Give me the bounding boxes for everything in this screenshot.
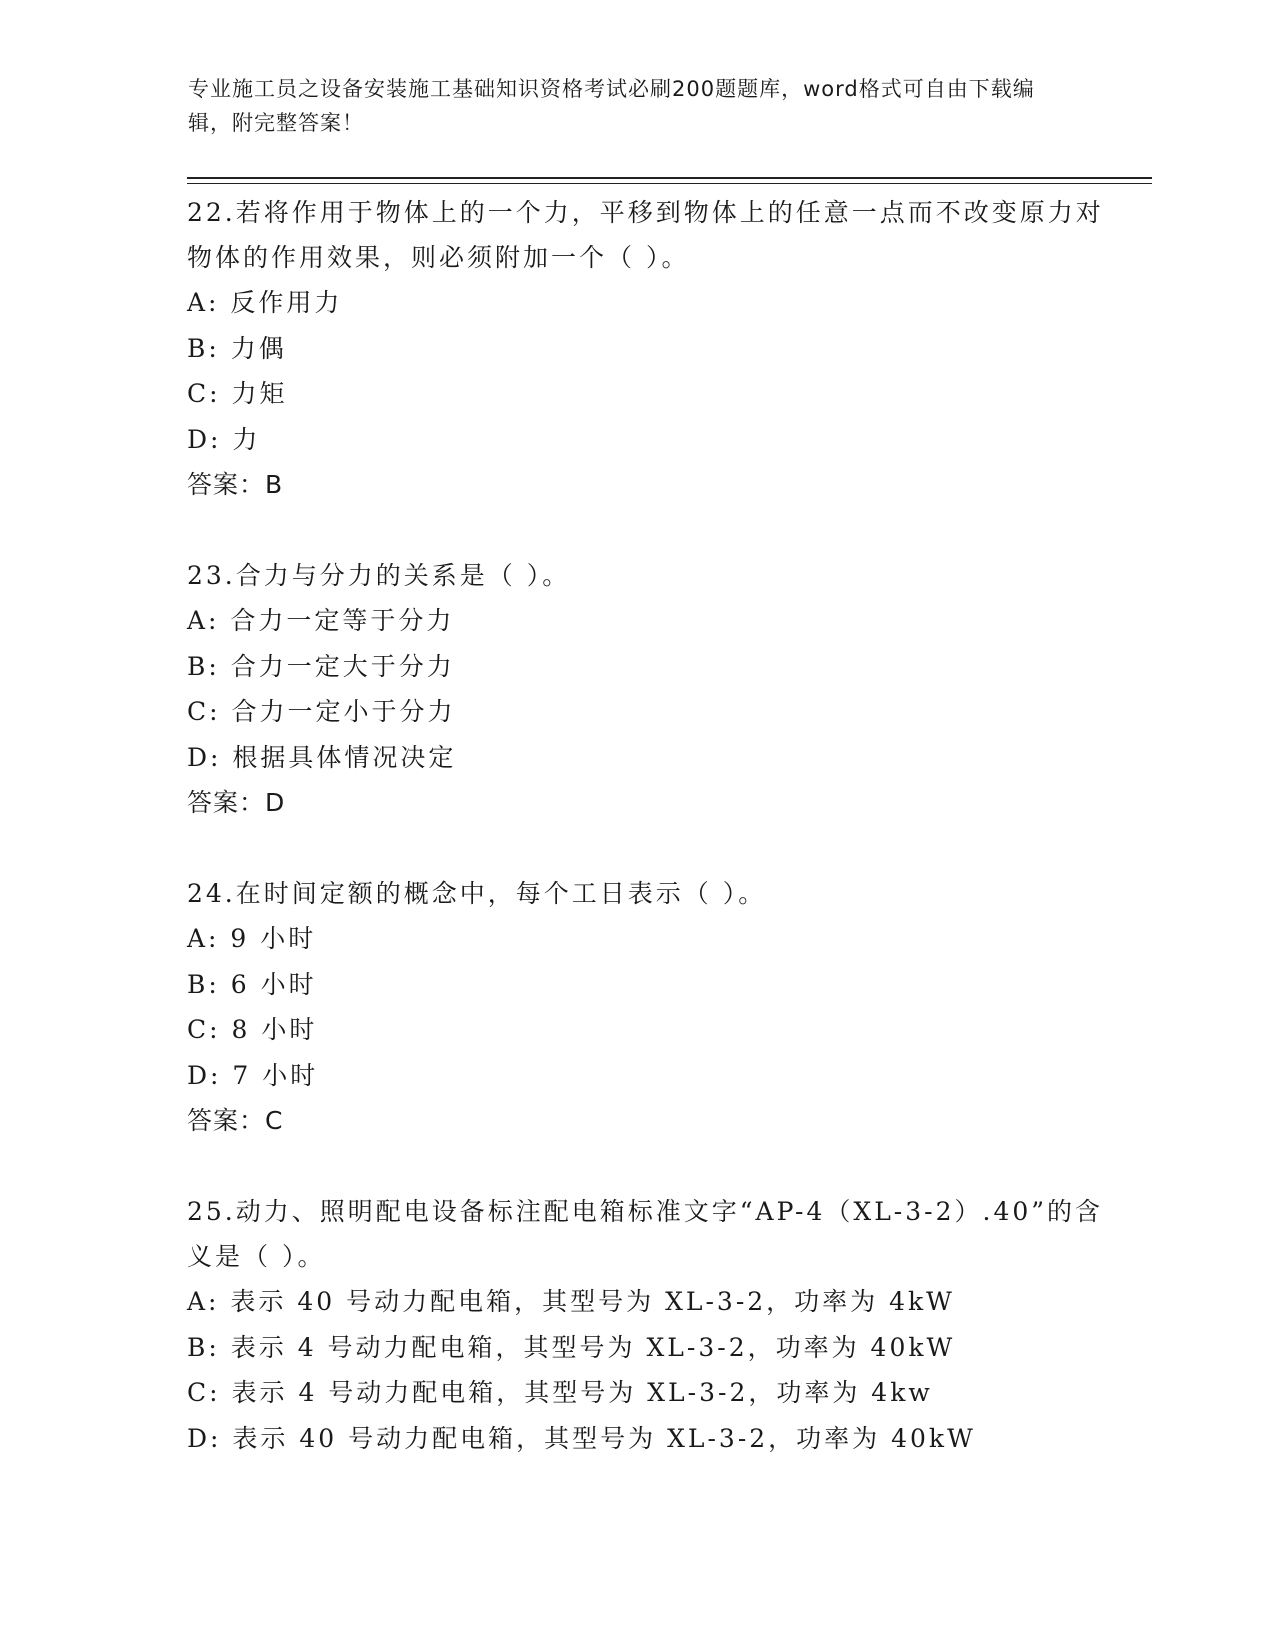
option-a: A: 反作用力 — [187, 288, 343, 317]
option-d: D: 7 小时 — [187, 1060, 319, 1090]
question-23 — [187, 553, 1117, 826]
answer-line: 答案：C — [187, 1106, 284, 1135]
option-b: B: 合力一定大于分力 — [187, 651, 455, 681]
option-c: C: 合力一定小于分力 — [187, 697, 456, 726]
option-a: A: 9 小时 — [187, 924, 317, 953]
question-stem: 25.动力、照明配电设备标注配电箱标准文字“AP-4（XL-3-2）.40”的含义是（ ）。 — [187, 1197, 1104, 1271]
question-stem: 24.在时间定额的概念中，每个工日表示（ ）。 — [187, 879, 767, 908]
option-b: B: 6 小时 — [187, 969, 317, 999]
option-a: A: 合力一定等于分力 — [187, 606, 455, 635]
answer-line: 答案：B — [187, 470, 284, 499]
question-24 — [187, 871, 1117, 1144]
option-c: C: 表示 4 号动力配电箱，其型号为 XL-3-2，功率为 4kw — [187, 1378, 933, 1407]
answer-line: 答案：D — [187, 788, 286, 817]
question-list — [187, 190, 1117, 1506]
option-c: C: 8 小时 — [187, 1015, 318, 1044]
header-divider-thin — [187, 183, 1152, 184]
document-header: 专业施工员之设备安装施工基础知识资格考试必刷200题题库，word格式可自由下载编辑，附完整答案！ — [188, 77, 1035, 135]
option-c: C: 力矩 — [187, 379, 288, 408]
question-25 — [187, 1189, 1117, 1461]
option-d: D: 表示 40 号动力配电箱，其型号为 XL-3-2，功率为 40kW — [187, 1423, 976, 1453]
header-divider-thick — [187, 177, 1152, 179]
question-stem: 23.合力与分力的关系是（ ）。 — [187, 561, 571, 590]
option-d: D: 力 — [187, 424, 261, 454]
question-stem: 22.若将作用于物体上的一个力，平移到物体上的任意一点而不改变原力对物体的作用效果，则必须附加一个（ ）。 — [187, 198, 1104, 272]
option-d: D: 根据具体情况决定 — [187, 742, 457, 772]
option-b: B: 表示 4 号动力配电箱，其型号为 XL-3-2，功率为 40kW — [187, 1332, 956, 1362]
question-22 — [187, 190, 1117, 508]
option-b: B: 力偶 — [187, 333, 287, 363]
option-a: A: 表示 40 号动力配电箱，其型号为 XL-3-2，功率为 4kW — [187, 1287, 955, 1316]
